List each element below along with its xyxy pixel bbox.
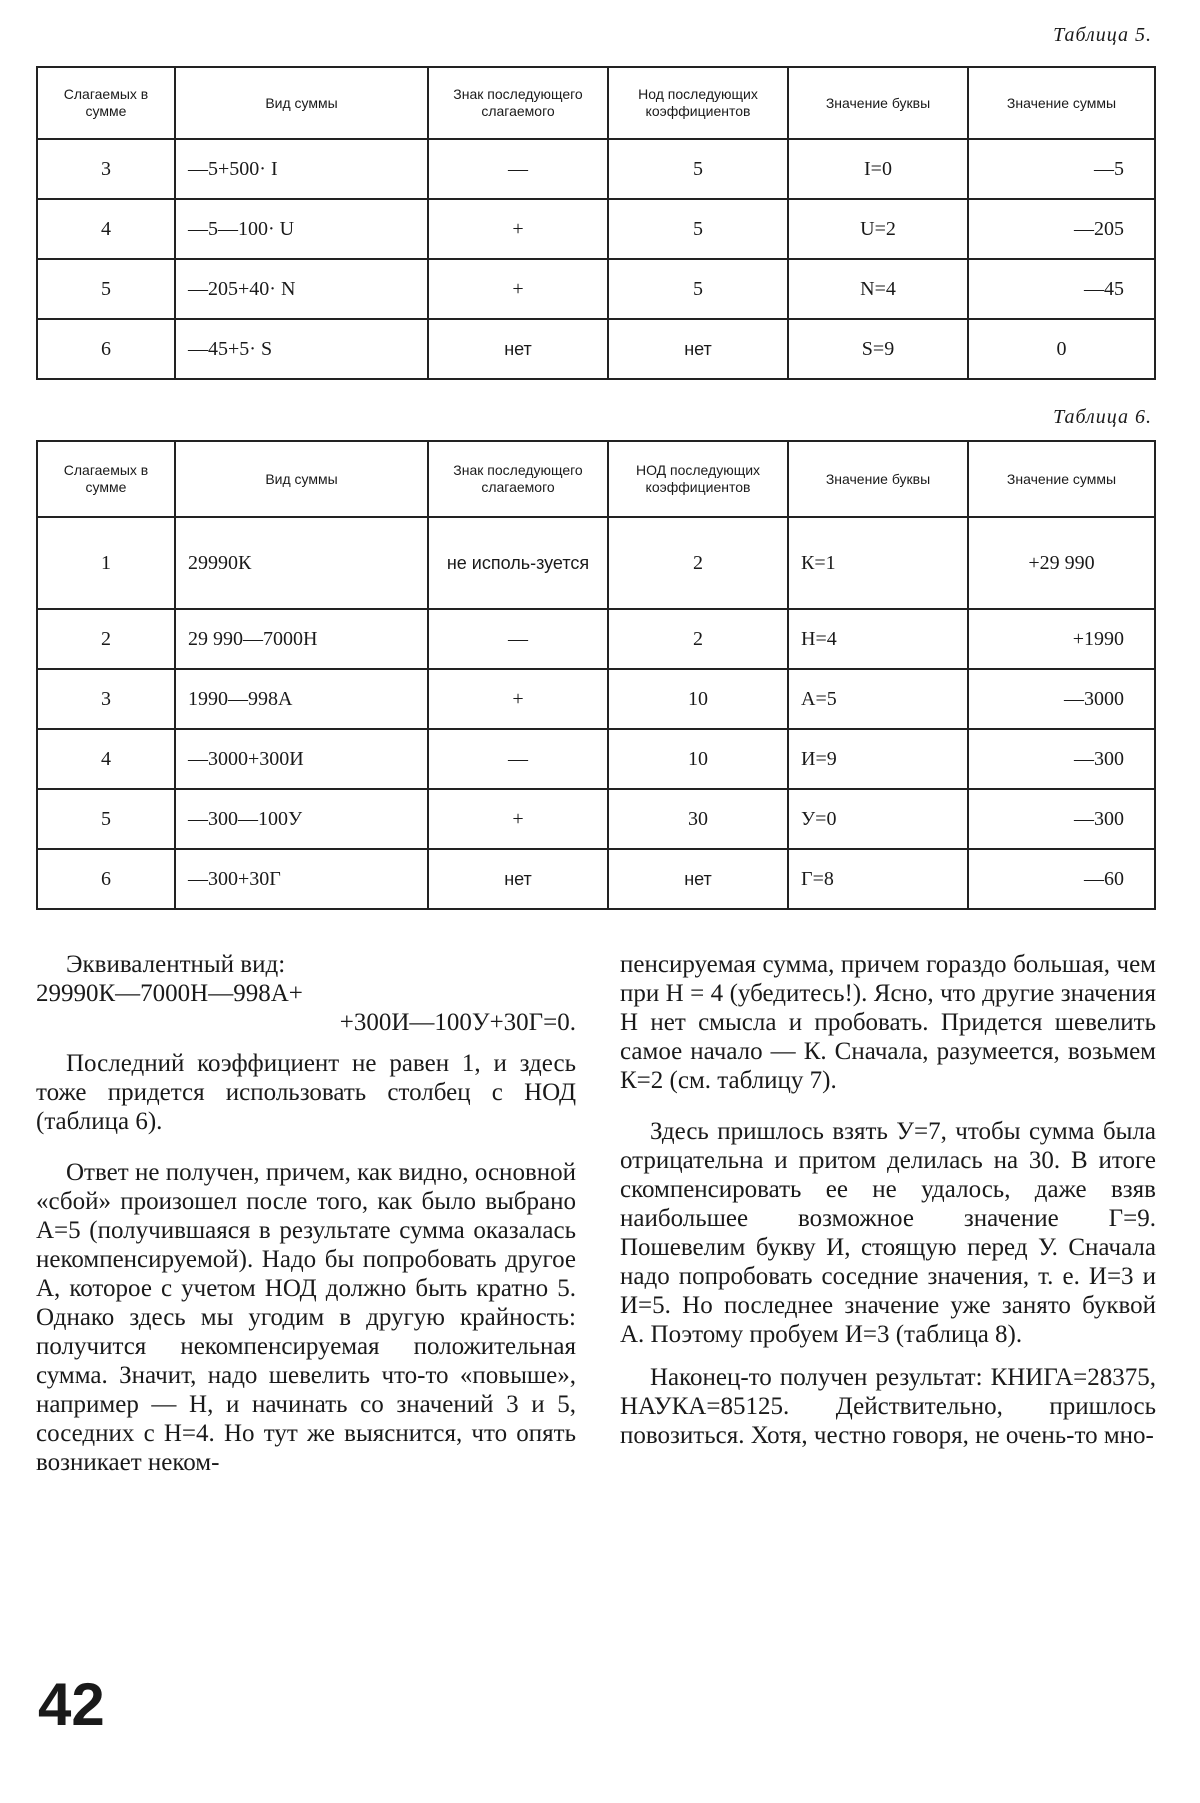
table-cell: 10 — [608, 669, 788, 729]
equivalent-form — [36, 950, 576, 1037]
header-cell: Вид суммы — [175, 67, 428, 139]
table-cell: —5 — [968, 139, 1155, 199]
header-cell: Значение буквы — [788, 441, 968, 517]
header-cell: Знак последующего слагаемого — [428, 441, 608, 517]
left-column — [36, 950, 576, 1491]
table-cell: —205 — [968, 199, 1155, 259]
header-cell: Слагаемых в сумме — [37, 67, 175, 139]
table-cell: не исполь-зуется — [428, 517, 608, 609]
table-cell: 3 — [37, 669, 175, 729]
table-cell: + — [428, 669, 608, 729]
table-cell: —45+5· S — [175, 319, 428, 379]
right-column — [620, 950, 1156, 1464]
formula-line-1: 29990К—7000Н—998А+ — [36, 980, 303, 1007]
paragraph: пенсируемая сумма, причем гораздо большая, чем при Н = 4 (убедитесь!). Ясно, что другие значения Н нет смысла и пробовать. Придется шевелить самое начало — К. Сначала, разумеется, возьмем К=2 (см. таблицу 7). — [620, 951, 1156, 1094]
table-cell: нет — [428, 849, 608, 909]
table6 — [36, 440, 1156, 910]
table-cell: И=9 — [788, 729, 968, 789]
table-cell: +1990 — [968, 609, 1155, 669]
table-cell: —45 — [968, 259, 1155, 319]
table-cell: 2 — [608, 517, 788, 609]
table-cell: 4 — [37, 199, 175, 259]
table-cell: N=4 — [788, 259, 968, 319]
table-cell: 5 — [37, 259, 175, 319]
table-cell: 5 — [608, 139, 788, 199]
table-cell: 2 — [37, 609, 175, 669]
table-cell: 10 — [608, 729, 788, 789]
table-cell: 29 990—7000Н — [175, 609, 428, 669]
table-cell: Г=8 — [788, 849, 968, 909]
table-cell: 5 — [608, 199, 788, 259]
table-row — [37, 669, 1155, 729]
formula-intro: Эквивалентный вид: — [66, 951, 286, 978]
table-row — [37, 199, 1155, 259]
header-cell: Знак последующего слагаемого — [428, 67, 608, 139]
table-row — [37, 849, 1155, 909]
table-row — [37, 319, 1155, 379]
table-cell: + — [428, 259, 608, 319]
table-cell: +29 990 — [968, 517, 1155, 609]
header-cell: Слагаемых в сумме — [37, 441, 175, 517]
table-cell: нет — [608, 319, 788, 379]
table-cell: —300+30Г — [175, 849, 428, 909]
table5 — [36, 66, 1156, 380]
table-cell: U=2 — [788, 199, 968, 259]
table-cell: — — [428, 729, 608, 789]
table-row — [37, 139, 1155, 199]
table-cell: S=9 — [788, 319, 968, 379]
table-cell: 29990К — [175, 517, 428, 609]
table-cell: 6 — [37, 849, 175, 909]
table-cell: 30 — [608, 789, 788, 849]
table-cell: 4 — [37, 729, 175, 789]
paragraph: Здесь пришлось взять У=7, чтобы сумма была отрицательна и притом делилась на 30. В итоге скомпенсировать ее не удалось, даже взяв наибольшее возможное значение Г=9. Пошевелим букву И, стоящую перед У. Сначала надо попробовать соседние значения, т. е. И=3 и И=5. Но последнее значение уже занято буквой А. Поэтому пробуем И=3 (таблица 8). — [620, 1118, 1156, 1348]
table-cell: Н=4 — [788, 609, 968, 669]
table-cell: I=0 — [788, 139, 968, 199]
header-cell: Значение суммы — [968, 441, 1155, 517]
paragraph: Ответ не получен, причем, как видно, основной «сбой» произошел после того, как было выбрано А=5 (получившаяся в результате сумма оказалась некомпенсируемой). Надо бы попробовать другое А, которое с учетом НОД должно быть кратно 5. Однако здесь мы угодим в другую крайность: получится некомпенсируемая положительная сумма. Значит, надо шевелить что-то «повыше», например — Н, и начинать со значений 3 и 5, соседних с Н=4. Но тут же выяснится, что опять возникает неком- — [36, 1159, 576, 1476]
table-row — [37, 517, 1155, 609]
table-cell: У=0 — [788, 789, 968, 849]
table-row — [37, 609, 1155, 669]
header-cell: НОД последующих коэффициентов — [608, 441, 788, 517]
table-cell: К=1 — [788, 517, 968, 609]
table-cell: 5 — [608, 259, 788, 319]
table-cell: нет — [428, 319, 608, 379]
table-row — [37, 259, 1155, 319]
table-cell: + — [428, 789, 608, 849]
table-cell: 2 — [608, 609, 788, 669]
table5-header-row — [37, 67, 1155, 139]
header-cell: Вид суммы — [175, 441, 428, 517]
table-cell: 3 — [37, 139, 175, 199]
table-cell: 1 — [37, 517, 175, 609]
page-number: 42 — [38, 1671, 105, 1738]
header-cell: Нод последующих коэффициентов — [608, 67, 788, 139]
table-cell: —300 — [968, 789, 1155, 849]
header-cell: Значение суммы — [968, 67, 1155, 139]
table6-caption: Таблица 6. — [1053, 406, 1152, 428]
table-cell: —300 — [968, 729, 1155, 789]
table-cell: —3000+300И — [175, 729, 428, 789]
formula-line-2: +300И—100У+30Г=0. — [339, 1009, 576, 1036]
table-cell: + — [428, 199, 608, 259]
table-cell: 6 — [37, 319, 175, 379]
table-cell: А=5 — [788, 669, 968, 729]
paragraph: Наконец-то получен результат: КНИГА=28375, НАУКА=85125. Действительно, пришлось повозиться. Хотя, честно говоря, не очень-то мно- — [620, 1364, 1156, 1449]
table-row — [37, 729, 1155, 789]
table-cell: —5—100· U — [175, 199, 428, 259]
table5-caption: Таблица 5. — [1053, 24, 1152, 46]
table-cell: 0 — [968, 319, 1155, 379]
header-cell: Значение буквы — [788, 67, 968, 139]
table-cell: 5 — [37, 789, 175, 849]
table-cell: 1990—998А — [175, 669, 428, 729]
table6-header-row — [37, 441, 1155, 517]
table-cell: —5+500· I — [175, 139, 428, 199]
table-row — [37, 789, 1155, 849]
table-cell: —3000 — [968, 669, 1155, 729]
table-cell: — — [428, 609, 608, 669]
table-cell: —300—100У — [175, 789, 428, 849]
table-cell: —205+40· N — [175, 259, 428, 319]
table-cell: нет — [608, 849, 788, 909]
table-cell: —60 — [968, 849, 1155, 909]
paragraph: Последний коэффициент не равен 1, и здесь тоже придется использовать столбец с НОД (таблица 6). — [36, 1050, 576, 1135]
table-cell: — — [428, 139, 608, 199]
